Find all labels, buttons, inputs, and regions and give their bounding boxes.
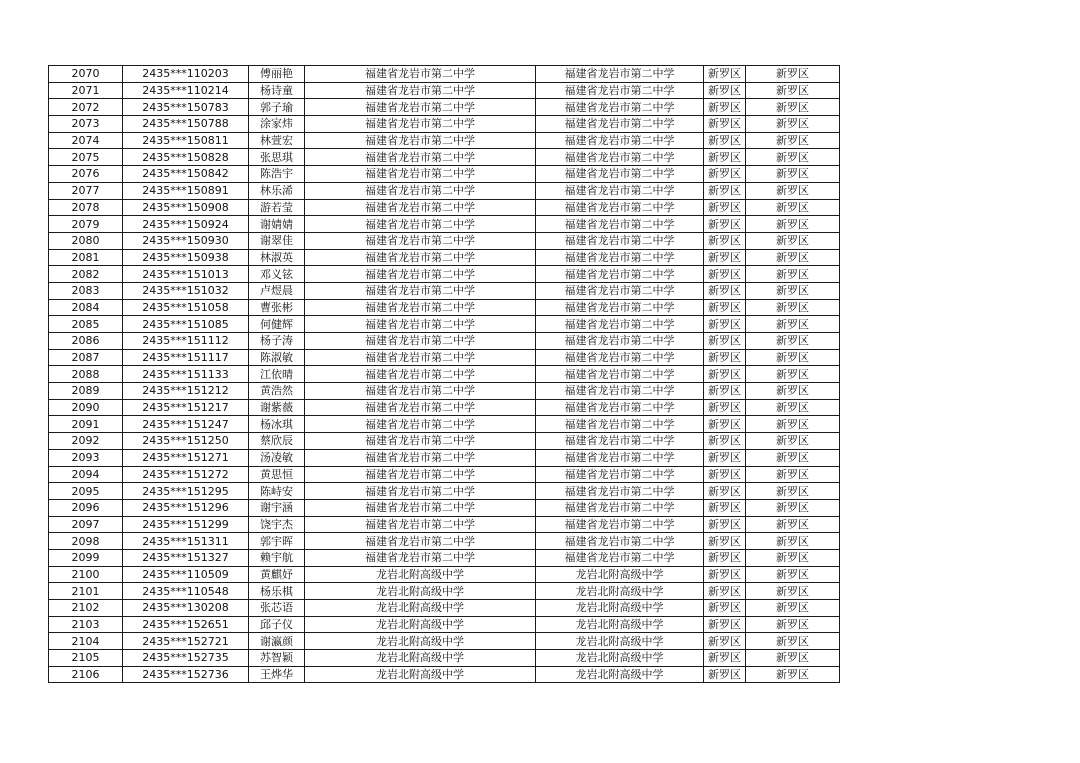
exam-id-cell: 2435***151272	[123, 466, 249, 483]
table-row	[49, 216, 840, 233]
school-cell: 龙岩北附高级中学	[305, 616, 536, 633]
row-number-cell: 2105	[49, 650, 123, 667]
admitted-school-cell: 福建省龙岩市第二中学	[536, 199, 704, 216]
admitted-district-cell: 新罗区	[746, 249, 840, 266]
exam-id-cell: 2435***110214	[123, 82, 249, 99]
district-cell: 新罗区	[704, 82, 746, 99]
district-cell: 新罗区	[704, 216, 746, 233]
row-number-cell: 2088	[49, 366, 123, 383]
table-row	[49, 299, 840, 316]
row-number-cell: 2078	[49, 199, 123, 216]
table-row	[49, 433, 840, 450]
exam-id-cell: 2435***152735	[123, 650, 249, 667]
student-name-cell: 林萱宏	[249, 132, 305, 149]
admitted-school-cell: 福建省龙岩市第二中学	[536, 499, 704, 516]
school-cell: 龙岩北附高级中学	[305, 583, 536, 600]
student-name-cell: 陈浩宇	[249, 166, 305, 183]
admitted-school-cell: 福建省龙岩市第二中学	[536, 99, 704, 116]
table-row	[49, 366, 840, 383]
admitted-school-cell: 福建省龙岩市第二中学	[536, 149, 704, 166]
student-name-cell: 何健辉	[249, 316, 305, 333]
row-number-cell: 2071	[49, 82, 123, 99]
student-name-cell: 黄浩然	[249, 383, 305, 400]
admitted-school-cell: 龙岩北附高级中学	[536, 650, 704, 667]
admitted-district-cell: 新罗区	[746, 549, 840, 566]
exam-id-cell: 2435***151299	[123, 516, 249, 533]
school-cell: 福建省龙岩市第二中学	[305, 483, 536, 500]
admitted-district-cell: 新罗区	[746, 316, 840, 333]
admitted-school-cell: 福建省龙岩市第二中学	[536, 533, 704, 550]
exam-id-cell: 2435***150811	[123, 132, 249, 149]
admitted-school-cell: 福建省龙岩市第二中学	[536, 216, 704, 233]
school-cell: 福建省龙岩市第二中学	[305, 166, 536, 183]
row-number-cell: 2094	[49, 466, 123, 483]
admitted-district-cell: 新罗区	[746, 82, 840, 99]
admitted-district-cell: 新罗区	[746, 449, 840, 466]
table-row	[49, 232, 840, 249]
district-cell: 新罗区	[704, 182, 746, 199]
student-name-cell: 张思琪	[249, 149, 305, 166]
row-number-cell: 2072	[49, 99, 123, 116]
admitted-district-cell: 新罗区	[746, 633, 840, 650]
row-number-cell: 2086	[49, 333, 123, 350]
district-cell: 新罗区	[704, 566, 746, 583]
student-name-cell: 杨冰琪	[249, 416, 305, 433]
student-name-cell: 杨乐棋	[249, 583, 305, 600]
district-cell: 新罗区	[704, 366, 746, 383]
district-cell: 新罗区	[704, 433, 746, 450]
row-number-cell: 2097	[49, 516, 123, 533]
district-cell: 新罗区	[704, 349, 746, 366]
row-number-cell: 2100	[49, 566, 123, 583]
student-name-cell: 邱子仪	[249, 616, 305, 633]
district-cell: 新罗区	[704, 66, 746, 83]
row-number-cell: 2099	[49, 549, 123, 566]
school-cell: 龙岩北附高级中学	[305, 650, 536, 667]
roster-body	[49, 66, 840, 683]
admitted-school-cell: 福建省龙岩市第二中学	[536, 516, 704, 533]
admitted-school-cell: 福建省龙岩市第二中学	[536, 416, 704, 433]
school-cell: 福建省龙岩市第二中学	[305, 399, 536, 416]
district-cell: 新罗区	[704, 383, 746, 400]
exam-id-cell: 2435***150842	[123, 166, 249, 183]
student-name-cell: 陈淑敏	[249, 349, 305, 366]
district-cell: 新罗区	[704, 416, 746, 433]
exam-id-cell: 2435***152721	[123, 633, 249, 650]
table-row	[49, 516, 840, 533]
table-row	[49, 499, 840, 516]
student-name-cell: 张芯语	[249, 600, 305, 617]
row-number-cell: 2091	[49, 416, 123, 433]
exam-id-cell: 2435***151133	[123, 366, 249, 383]
district-cell: 新罗区	[704, 316, 746, 333]
exam-id-cell: 2435***150828	[123, 149, 249, 166]
table-row	[49, 583, 840, 600]
school-cell: 福建省龙岩市第二中学	[305, 366, 536, 383]
table-row	[49, 549, 840, 566]
table-row	[49, 566, 840, 583]
table-row	[49, 99, 840, 116]
district-cell: 新罗区	[704, 583, 746, 600]
student-roster-table	[48, 65, 840, 683]
exam-id-cell: 2435***152736	[123, 666, 249, 683]
admitted-district-cell: 新罗区	[746, 516, 840, 533]
table-row	[49, 449, 840, 466]
admitted-school-cell: 龙岩北附高级中学	[536, 583, 704, 600]
admitted-district-cell: 新罗区	[746, 616, 840, 633]
school-cell: 福建省龙岩市第二中学	[305, 149, 536, 166]
admitted-district-cell: 新罗区	[746, 399, 840, 416]
exam-id-cell: 2435***110548	[123, 583, 249, 600]
admitted-district-cell: 新罗区	[746, 132, 840, 149]
student-name-cell: 涂家炜	[249, 116, 305, 133]
row-number-cell: 2101	[49, 583, 123, 600]
admitted-school-cell: 福建省龙岩市第二中学	[536, 483, 704, 500]
student-name-cell: 黄麒妤	[249, 566, 305, 583]
district-cell: 新罗区	[704, 282, 746, 299]
exam-id-cell: 2435***151058	[123, 299, 249, 316]
admitted-district-cell: 新罗区	[746, 182, 840, 199]
district-cell: 新罗区	[704, 249, 746, 266]
school-cell: 福建省龙岩市第二中学	[305, 182, 536, 199]
student-name-cell: 邓义铉	[249, 266, 305, 283]
admitted-school-cell: 福建省龙岩市第二中学	[536, 316, 704, 333]
exam-id-cell: 2435***151271	[123, 449, 249, 466]
admitted-district-cell: 新罗区	[746, 600, 840, 617]
school-cell: 福建省龙岩市第二中学	[305, 449, 536, 466]
row-number-cell: 2080	[49, 232, 123, 249]
student-name-cell: 林淑英	[249, 249, 305, 266]
student-name-cell: 王烨华	[249, 666, 305, 683]
district-cell: 新罗区	[704, 616, 746, 633]
exam-id-cell: 2435***151013	[123, 266, 249, 283]
row-number-cell: 2090	[49, 399, 123, 416]
district-cell: 新罗区	[704, 333, 746, 350]
row-number-cell: 2070	[49, 66, 123, 83]
admitted-district-cell: 新罗区	[746, 99, 840, 116]
table-row	[49, 316, 840, 333]
admitted-school-cell: 龙岩北附高级中学	[536, 600, 704, 617]
admitted-school-cell: 福建省龙岩市第二中学	[536, 466, 704, 483]
admitted-school-cell: 福建省龙岩市第二中学	[536, 349, 704, 366]
row-number-cell: 2089	[49, 383, 123, 400]
row-number-cell: 2085	[49, 316, 123, 333]
admitted-district-cell: 新罗区	[746, 349, 840, 366]
table-row	[49, 616, 840, 633]
table-row	[49, 282, 840, 299]
admitted-district-cell: 新罗区	[746, 383, 840, 400]
admitted-district-cell: 新罗区	[746, 166, 840, 183]
admitted-district-cell: 新罗区	[746, 483, 840, 500]
school-cell: 福建省龙岩市第二中学	[305, 66, 536, 83]
student-name-cell: 卢煜晨	[249, 282, 305, 299]
admitted-district-cell: 新罗区	[746, 416, 840, 433]
district-cell: 新罗区	[704, 666, 746, 683]
table-row	[49, 416, 840, 433]
row-number-cell: 2087	[49, 349, 123, 366]
school-cell: 福建省龙岩市第二中学	[305, 132, 536, 149]
table-row	[49, 650, 840, 667]
admitted-school-cell: 福建省龙岩市第二中学	[536, 433, 704, 450]
student-name-cell: 江依晴	[249, 366, 305, 383]
district-cell: 新罗区	[704, 132, 746, 149]
school-cell: 福建省龙岩市第二中学	[305, 282, 536, 299]
school-cell: 福建省龙岩市第二中学	[305, 216, 536, 233]
student-name-cell: 黄思恒	[249, 466, 305, 483]
admitted-district-cell: 新罗区	[746, 333, 840, 350]
table-row	[49, 82, 840, 99]
admitted-school-cell: 福建省龙岩市第二中学	[536, 282, 704, 299]
school-cell: 福建省龙岩市第二中学	[305, 516, 536, 533]
district-cell: 新罗区	[704, 449, 746, 466]
student-name-cell: 苏智颖	[249, 650, 305, 667]
student-name-cell: 郭宇晖	[249, 533, 305, 550]
admitted-district-cell: 新罗区	[746, 433, 840, 450]
admitted-district-cell: 新罗区	[746, 650, 840, 667]
table-row	[49, 266, 840, 283]
admitted-school-cell: 龙岩北附高级中学	[536, 566, 704, 583]
school-cell: 福建省龙岩市第二中学	[305, 116, 536, 133]
exam-id-cell: 2435***151032	[123, 282, 249, 299]
admitted-school-cell: 福建省龙岩市第二中学	[536, 449, 704, 466]
exam-id-cell: 2435***151311	[123, 533, 249, 550]
admitted-school-cell: 福建省龙岩市第二中学	[536, 549, 704, 566]
row-number-cell: 2093	[49, 449, 123, 466]
exam-id-cell: 2435***152651	[123, 616, 249, 633]
district-cell: 新罗区	[704, 299, 746, 316]
admitted-district-cell: 新罗区	[746, 116, 840, 133]
row-number-cell: 2092	[49, 433, 123, 450]
table-row	[49, 633, 840, 650]
exam-id-cell: 2435***151085	[123, 316, 249, 333]
student-name-cell: 饶宇杰	[249, 516, 305, 533]
table-row	[49, 466, 840, 483]
table-row	[49, 600, 840, 617]
admitted-school-cell: 龙岩北附高级中学	[536, 666, 704, 683]
admitted-district-cell: 新罗区	[746, 566, 840, 583]
row-number-cell: 2106	[49, 666, 123, 683]
school-cell: 龙岩北附高级中学	[305, 566, 536, 583]
school-cell: 福建省龙岩市第二中学	[305, 249, 536, 266]
row-number-cell: 2095	[49, 483, 123, 500]
exam-id-cell: 2435***151296	[123, 499, 249, 516]
table-row	[49, 182, 840, 199]
district-cell: 新罗区	[704, 99, 746, 116]
table-row	[49, 66, 840, 83]
district-cell: 新罗区	[704, 549, 746, 566]
admitted-district-cell: 新罗区	[746, 366, 840, 383]
school-cell: 福建省龙岩市第二中学	[305, 99, 536, 116]
district-cell: 新罗区	[704, 600, 746, 617]
district-cell: 新罗区	[704, 516, 746, 533]
exam-id-cell: 2435***130208	[123, 600, 249, 617]
district-cell: 新罗区	[704, 499, 746, 516]
table-row	[49, 333, 840, 350]
admitted-district-cell: 新罗区	[746, 466, 840, 483]
admitted-district-cell: 新罗区	[746, 232, 840, 249]
admitted-district-cell: 新罗区	[746, 216, 840, 233]
exam-id-cell: 2435***151247	[123, 416, 249, 433]
admitted-school-cell: 龙岩北附高级中学	[536, 616, 704, 633]
student-name-cell: 游若莹	[249, 199, 305, 216]
school-cell: 福建省龙岩市第二中学	[305, 349, 536, 366]
row-number-cell: 2104	[49, 633, 123, 650]
row-number-cell: 2075	[49, 149, 123, 166]
student-name-cell: 杨诗童	[249, 82, 305, 99]
district-cell: 新罗区	[704, 199, 746, 216]
table-row	[49, 533, 840, 550]
school-cell: 福建省龙岩市第二中学	[305, 533, 536, 550]
admitted-district-cell: 新罗区	[746, 266, 840, 283]
admitted-district-cell: 新罗区	[746, 149, 840, 166]
row-number-cell: 2084	[49, 299, 123, 316]
student-name-cell: 谢翠佳	[249, 232, 305, 249]
document-page	[48, 65, 840, 683]
table-row	[49, 666, 840, 683]
school-cell: 福建省龙岩市第二中学	[305, 316, 536, 333]
table-row	[49, 149, 840, 166]
table-row	[49, 199, 840, 216]
student-name-cell: 陈峙安	[249, 483, 305, 500]
school-cell: 福建省龙岩市第二中学	[305, 433, 536, 450]
exam-id-cell: 2435***151250	[123, 433, 249, 450]
district-cell: 新罗区	[704, 533, 746, 550]
exam-id-cell: 2435***151217	[123, 399, 249, 416]
exam-id-cell: 2435***110509	[123, 566, 249, 583]
student-name-cell: 曹张彬	[249, 299, 305, 316]
exam-id-cell: 2435***110203	[123, 66, 249, 83]
row-number-cell: 2098	[49, 533, 123, 550]
admitted-school-cell: 福建省龙岩市第二中学	[536, 232, 704, 249]
exam-id-cell: 2435***151327	[123, 549, 249, 566]
school-cell: 福建省龙岩市第二中学	[305, 333, 536, 350]
student-name-cell: 谢婧婧	[249, 216, 305, 233]
school-cell: 龙岩北附高级中学	[305, 633, 536, 650]
student-name-cell: 赖宇航	[249, 549, 305, 566]
student-name-cell: 汤凌敏	[249, 449, 305, 466]
exam-id-cell: 2435***150938	[123, 249, 249, 266]
school-cell: 福建省龙岩市第二中学	[305, 232, 536, 249]
exam-id-cell: 2435***150930	[123, 232, 249, 249]
student-name-cell: 郭子瑜	[249, 99, 305, 116]
exam-id-cell: 2435***150908	[123, 199, 249, 216]
school-cell: 福建省龙岩市第二中学	[305, 299, 536, 316]
admitted-school-cell: 福建省龙岩市第二中学	[536, 66, 704, 83]
table-row	[49, 399, 840, 416]
admitted-school-cell: 福建省龙岩市第二中学	[536, 266, 704, 283]
district-cell: 新罗区	[704, 232, 746, 249]
school-cell: 福建省龙岩市第二中学	[305, 466, 536, 483]
admitted-district-cell: 新罗区	[746, 199, 840, 216]
admitted-school-cell: 福建省龙岩市第二中学	[536, 383, 704, 400]
student-name-cell: 林乐浠	[249, 182, 305, 199]
exam-id-cell: 2435***150924	[123, 216, 249, 233]
admitted-school-cell: 福建省龙岩市第二中学	[536, 399, 704, 416]
district-cell: 新罗区	[704, 650, 746, 667]
row-number-cell: 2102	[49, 600, 123, 617]
district-cell: 新罗区	[704, 266, 746, 283]
table-row	[49, 132, 840, 149]
exam-id-cell: 2435***150783	[123, 99, 249, 116]
school-cell: 龙岩北附高级中学	[305, 600, 536, 617]
student-name-cell: 谢瀛颜	[249, 633, 305, 650]
admitted-school-cell: 福建省龙岩市第二中学	[536, 182, 704, 199]
school-cell: 福建省龙岩市第二中学	[305, 549, 536, 566]
exam-id-cell: 2435***151212	[123, 383, 249, 400]
admitted-school-cell: 福建省龙岩市第二中学	[536, 82, 704, 99]
district-cell: 新罗区	[704, 483, 746, 500]
district-cell: 新罗区	[704, 149, 746, 166]
exam-id-cell: 2435***151117	[123, 349, 249, 366]
admitted-district-cell: 新罗区	[746, 583, 840, 600]
admitted-school-cell: 福建省龙岩市第二中学	[536, 366, 704, 383]
row-number-cell: 2096	[49, 499, 123, 516]
admitted-school-cell: 福建省龙岩市第二中学	[536, 116, 704, 133]
row-number-cell: 2082	[49, 266, 123, 283]
row-number-cell: 2081	[49, 249, 123, 266]
student-name-cell: 蔡欣辰	[249, 433, 305, 450]
admitted-school-cell: 福建省龙岩市第二中学	[536, 333, 704, 350]
admitted-school-cell: 福建省龙岩市第二中学	[536, 132, 704, 149]
school-cell: 福建省龙岩市第二中学	[305, 82, 536, 99]
exam-id-cell: 2435***151112	[123, 333, 249, 350]
school-cell: 福建省龙岩市第二中学	[305, 199, 536, 216]
table-row	[49, 383, 840, 400]
admitted-school-cell: 龙岩北附高级中学	[536, 633, 704, 650]
school-cell: 龙岩北附高级中学	[305, 666, 536, 683]
table-row	[49, 249, 840, 266]
district-cell: 新罗区	[704, 633, 746, 650]
row-number-cell: 2073	[49, 116, 123, 133]
row-number-cell: 2074	[49, 132, 123, 149]
row-number-cell: 2076	[49, 166, 123, 183]
exam-id-cell: 2435***151295	[123, 483, 249, 500]
row-number-cell: 2079	[49, 216, 123, 233]
admitted-school-cell: 福建省龙岩市第二中学	[536, 166, 704, 183]
school-cell: 福建省龙岩市第二中学	[305, 499, 536, 516]
admitted-school-cell: 福建省龙岩市第二中学	[536, 249, 704, 266]
district-cell: 新罗区	[704, 466, 746, 483]
table-row	[49, 483, 840, 500]
admitted-district-cell: 新罗区	[746, 66, 840, 83]
row-number-cell: 2083	[49, 282, 123, 299]
student-name-cell: 谢宇涵	[249, 499, 305, 516]
student-name-cell: 傅丽艳	[249, 66, 305, 83]
admitted-district-cell: 新罗区	[746, 499, 840, 516]
district-cell: 新罗区	[704, 166, 746, 183]
table-row	[49, 349, 840, 366]
district-cell: 新罗区	[704, 399, 746, 416]
student-name-cell: 杨子涛	[249, 333, 305, 350]
table-row	[49, 166, 840, 183]
exam-id-cell: 2435***150891	[123, 182, 249, 199]
school-cell: 福建省龙岩市第二中学	[305, 416, 536, 433]
admitted-district-cell: 新罗区	[746, 666, 840, 683]
admitted-district-cell: 新罗区	[746, 282, 840, 299]
exam-id-cell: 2435***150788	[123, 116, 249, 133]
admitted-district-cell: 新罗区	[746, 299, 840, 316]
school-cell: 福建省龙岩市第二中学	[305, 383, 536, 400]
table-row	[49, 116, 840, 133]
school-cell: 福建省龙岩市第二中学	[305, 266, 536, 283]
admitted-school-cell: 福建省龙岩市第二中学	[536, 299, 704, 316]
row-number-cell: 2077	[49, 182, 123, 199]
student-name-cell: 谢紫薇	[249, 399, 305, 416]
district-cell: 新罗区	[704, 116, 746, 133]
admitted-district-cell: 新罗区	[746, 533, 840, 550]
row-number-cell: 2103	[49, 616, 123, 633]
